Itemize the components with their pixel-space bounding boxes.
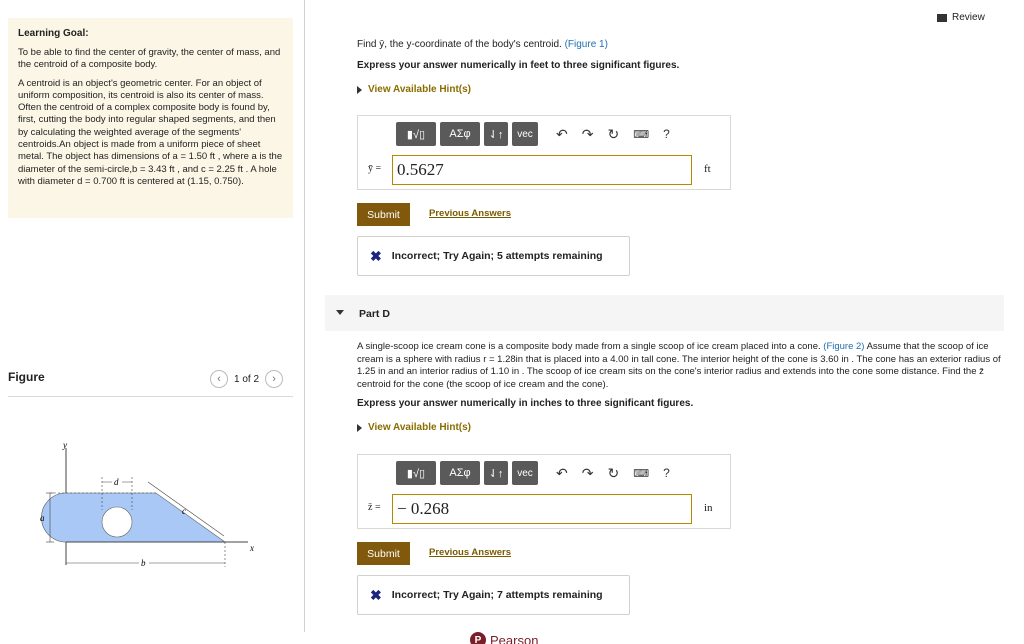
partC-math-toolbar	[396, 122, 670, 146]
partD-hint-toggle[interactable]	[357, 422, 471, 433]
partD-answer-input[interactable]: − 0.268	[392, 494, 692, 524]
pearson-footer	[470, 632, 538, 644]
partD-feedback	[357, 575, 630, 615]
redo-icon[interactable]: ↷	[581, 125, 594, 142]
figure-heading: Figure	[8, 370, 45, 384]
reset-icon[interactable]: ↻	[607, 464, 620, 481]
partD-instruction: Express your answer numerically in inches to three significant figures.	[357, 398, 694, 409]
greek-symbols-button[interactable]: ΑΣφ	[440, 461, 480, 485]
partC-figure-link[interactable]: (Figure 1)	[564, 39, 608, 50]
partC-feedback-text: Incorrect; Try Again; 5 attempts remaining	[391, 250, 603, 262]
pearson-brand: Pearson	[490, 632, 539, 644]
pearson-logo: P	[470, 632, 486, 644]
partD-text-a: A single-scoop ice cream cone is a composite body made from a single scoop of ice cream placed into a cone.	[357, 341, 824, 352]
left-panel	[0, 0, 304, 644]
partC-unit-label: ft	[704, 163, 711, 175]
vector-button[interactable]: vec	[512, 122, 538, 146]
review-icon	[937, 14, 947, 22]
partD-text-b: Assume that the scoop of ice cream is a sphere with radius r = 1.28in that is placed into a 4.00 in tall cone. The interior height of the cone is 3.60 in . The cone has an exterior radius of 1.25 in and an interior radius of 1.10 in . The scoop of ice cream sits on the cone's interior radius and extends into the cone some distance. Find the z̄ centroid for the cone (the scoop of ice cream and the cone).	[357, 341, 1001, 390]
partD-math-toolbar	[396, 461, 670, 485]
dimension-a-label: a	[40, 513, 45, 523]
review-label: Review	[952, 12, 985, 23]
keyboard-icon[interactable]: ⌨	[633, 467, 650, 480]
figure-pager	[210, 370, 283, 388]
figure-page-indicator: 1 of 2	[234, 373, 260, 385]
partD-problem-text	[357, 341, 1003, 391]
partC-hint-toggle[interactable]	[357, 84, 471, 95]
chevron-right-icon[interactable]: ›	[265, 370, 283, 388]
reset-icon[interactable]: ↻	[607, 125, 620, 142]
templates-button[interactable]: ▮√▯	[396, 122, 436, 146]
figure-divider	[8, 396, 293, 397]
chevron-left-icon[interactable]: ‹	[210, 370, 228, 388]
learning-goal-desc-b: a = 1.50 ft , where a is the diameter of the semi-circle,b = 3.43 ft , and c = 2.25 ft . A hole with diameter d = 0.700 ft is centered at (1.15, 0.750).	[18, 151, 283, 187]
column-divider	[304, 0, 305, 632]
partC-submit-button[interactable]: Submit	[357, 203, 410, 226]
partD-submit-button[interactable]: Submit	[357, 542, 410, 565]
subscript-superscript-button[interactable]: ⇃↑	[484, 461, 508, 485]
learning-goal-box	[8, 18, 293, 218]
partC-hint-label: View Available Hint(s)	[368, 84, 471, 95]
partD-title: Part D	[359, 308, 390, 320]
partD-header[interactable]	[325, 295, 1004, 331]
partC-previous-answers-link[interactable]: Previous Answers	[429, 208, 512, 219]
caret-right-icon	[357, 424, 362, 432]
templates-button[interactable]: ▮√▯	[396, 461, 436, 485]
figure-diagram	[20, 430, 270, 570]
subscript-superscript-button[interactable]: ⇃↑	[484, 122, 508, 146]
partD-answer-box	[357, 454, 731, 529]
partC-feedback	[357, 236, 630, 276]
semicircle-part	[42, 493, 66, 542]
incorrect-x-icon: ✖	[370, 247, 382, 264]
undo-icon[interactable]: ↶	[556, 464, 568, 481]
help-icon[interactable]: ?	[663, 466, 670, 480]
learning-goal-desc-a: A centroid is an object's geometric center. For an object of uniform composition, its centroid is also its center of mass. Often the centroid of a complex composite body is found by, first, cutting the body into regular shaped segments, and then by calculating the weighted average of the segments' centroids.An object is made from a uniform piece of sheet metal. The object has dimensions of	[18, 77, 276, 163]
partD-unit-label: in	[704, 502, 713, 514]
undo-icon[interactable]: ↶	[556, 125, 568, 142]
y-axis-label: y	[63, 440, 67, 450]
partC-question	[357, 39, 608, 50]
hole-circle	[102, 507, 132, 537]
x-axis-label: x	[250, 543, 254, 553]
partC-question-text: Find ȳ, the y-coordinate of the body's centroid.	[357, 39, 565, 50]
dimension-b-label: b	[141, 558, 146, 568]
partC-answer-input[interactable]: 0.5627	[392, 155, 692, 185]
redo-icon[interactable]: ↷	[581, 464, 594, 481]
help-icon[interactable]: ?	[663, 127, 670, 141]
greek-symbols-button[interactable]: ΑΣφ	[440, 122, 480, 146]
partC-instruction: Express your answer numerically in feet to three significant figures.	[357, 60, 680, 71]
partD-previous-answers-link[interactable]: Previous Answers	[429, 547, 512, 558]
caret-right-icon	[357, 86, 362, 94]
partC-variable-label: ȳ =	[368, 163, 382, 174]
review-link[interactable]	[937, 12, 985, 23]
learning-goal-title: Learning Goal:	[18, 28, 89, 39]
vector-button[interactable]: vec	[512, 461, 538, 485]
partD-hint-label: View Available Hint(s)	[368, 422, 471, 433]
partD-feedback-text: Incorrect; Try Again; 7 attempts remaining	[391, 589, 603, 601]
keyboard-icon[interactable]: ⌨	[633, 128, 650, 141]
partC-answer-box	[357, 115, 731, 190]
partD-variable-label: z̄ =	[368, 502, 381, 513]
incorrect-x-icon: ✖	[370, 586, 382, 603]
learning-goal-intro: To be able to find the center of gravity, the center of mass, and the centroid of a composite body.	[18, 47, 281, 71]
dimension-c-label: c	[182, 506, 186, 516]
learning-goal-description	[18, 78, 283, 189]
caret-down-icon[interactable]	[336, 310, 344, 315]
partD-figure-link[interactable]: (Figure 2)	[823, 341, 865, 352]
dimension-d-label: d	[114, 477, 119, 487]
